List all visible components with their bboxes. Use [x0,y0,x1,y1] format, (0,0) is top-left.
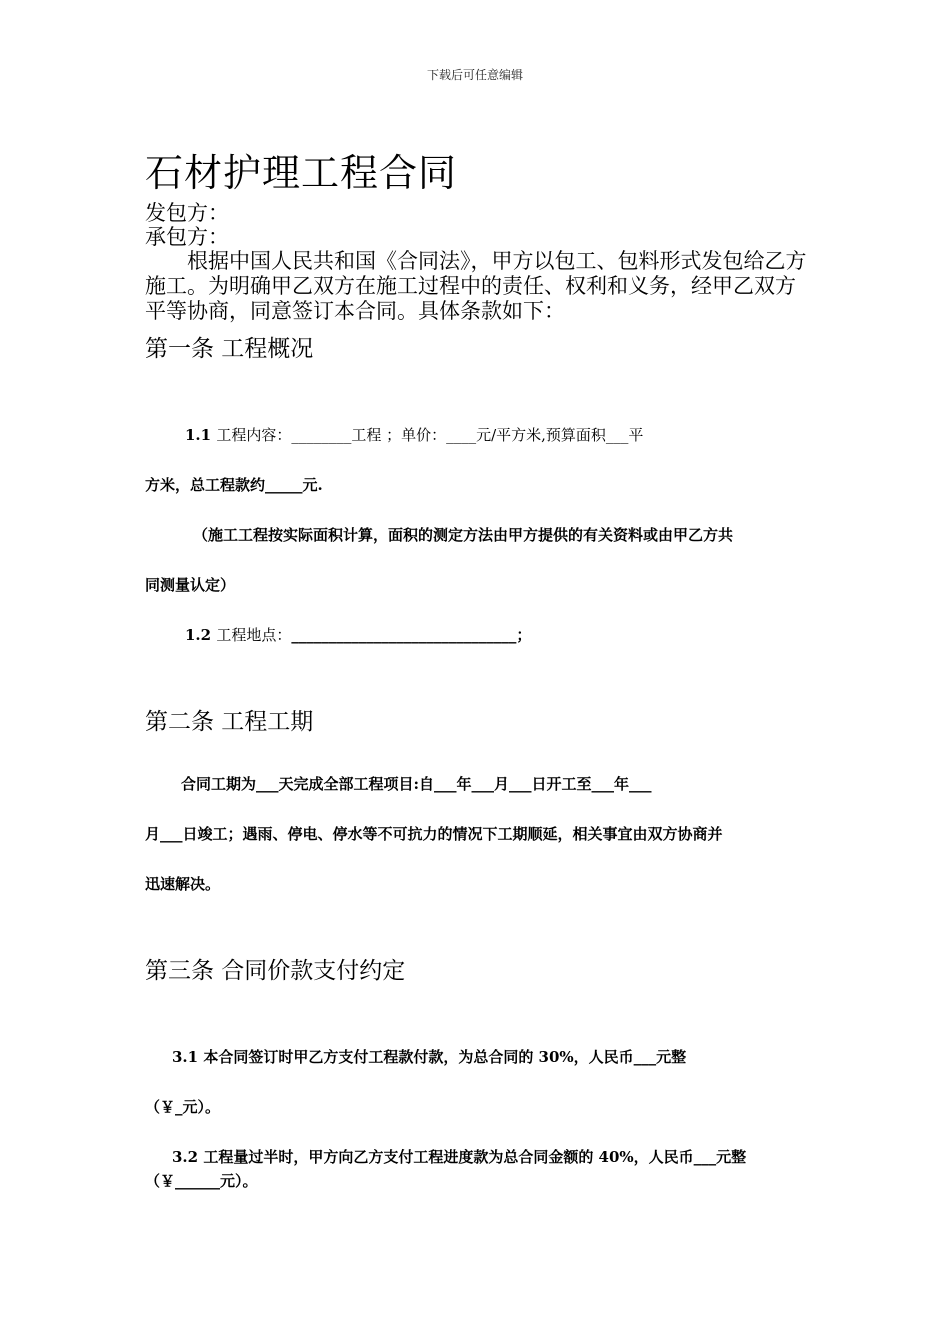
item-label: 工程地点： [216,626,292,644]
article3-item1-line2: （￥_元）。 [145,1098,221,1116]
item-number: 3.2 [172,1148,204,1166]
employer-label: 发包方： [145,201,229,225]
article1-item2 [185,625,531,645]
article3-heading: 第三条 合同价款支付约定 [145,958,406,984]
article1-item1-line1 [185,425,643,445]
item-text: 本合同签订时甲乙方支付工程款付款，为总合同的 30%，人民币___元整 [203,1048,687,1066]
header-note: 下载后可任意编辑 [426,68,523,82]
item-number: 1.1 [185,426,217,444]
contractor-label: 承包方： [145,225,229,249]
item-text: ________工程 ；单价：____元/平方米,预算面积___平 [291,426,644,444]
article1-item1-line2: 方米，总工程款约_____元. [145,476,323,494]
document-title: 石材护理工程合同 [145,151,458,195]
article3-item1-line1 [172,1047,686,1067]
article2-line2: 月___日竣工；遇雨、停电、停水等不可抗力的情况下工期顺延，相关事宜由双方协商并 [145,825,723,843]
item-number: 1.2 [185,626,217,644]
article3-item2-line1 [172,1147,746,1167]
intro-text: 根据中国人民共和国《合同法》，甲方以包工、包料形式发包给乙方施工。为明确甲乙双方在施工过程中的责任、权利和义务，经甲乙双方平等协商，同意签订本合同。具体条款如下： [145,249,807,323]
item-text: 工程量过半时，甲方向乙方支付工程进度款为总合同金额的 40%，人民币___元整 [203,1148,747,1166]
article3-item2-line2: （￥______元）。 [145,1172,258,1190]
item-text: ______________________________； [291,626,532,644]
intro-paragraph [145,249,810,324]
article1-note-line2: 同测量认定） [145,576,236,594]
article2-heading: 第二条 工程工期 [145,709,314,735]
item-number: 3.1 [172,1048,204,1066]
article2-line3: 迅速解决。 [145,875,221,893]
article2-line1: 合同工期为___天完成全部工程项目:自___年___月___日开工至___年___ [181,775,652,793]
item-label: 工程内容： [216,426,292,444]
article1-heading: 第一条 工程概况 [145,336,314,362]
article1-note-line1: （施工工程按实际面积计算，面积的测定方法由甲方提供的有关资料或由甲乙方共 [193,526,734,544]
